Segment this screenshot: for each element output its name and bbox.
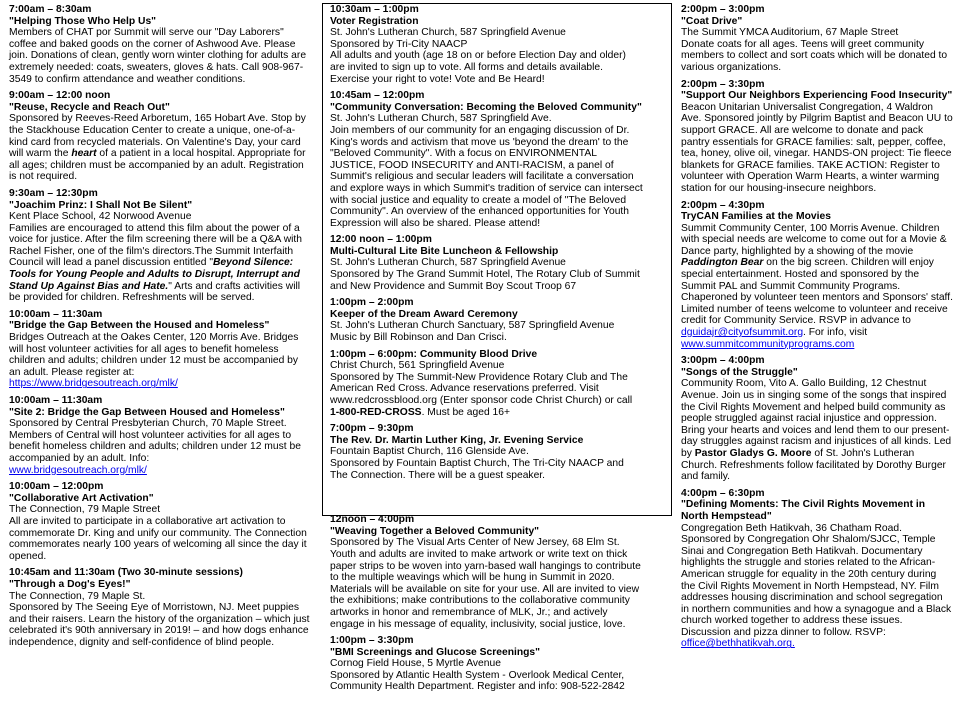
event-time: 9:00am – 12:00 noon <box>9 90 111 102</box>
event-description: The Connection, 79 Maple St. Sponsored by The Seeing Eye of Morristown, NJ. Meet puppies and their raisers. Learn the history of the organization – which just celebrated it's 90th anniversary in 2019! – and how dogs enhance independence, dignity and self-confidence of blind people. <box>9 590 310 648</box>
event-description: St. John's Lutheran Church, 587 Springfield Avenue Sponsored by Tri-City NAACP All adults and youth (age 18 on or before Election Day and older) are invited to sign up to vote. All forms and details available. Exercise your right to vote! Vote and Be Heard! <box>330 27 626 85</box>
event-description: Summit Community Center, 100 Morris Avenue. Children with special needs are welcome to come out for a Movie & Dance party, highlighted by a showing of the movie Paddington Bear on the big screen. Children will enjoy special entertainment. Hosted and sponsored by the Summit PAL and Summit Community Programs. Chaperoned by volunteer teen mentors and Sponsors' staff. Limited number of teens welcome to volunteer and receive credit for Community Service. RSVP in advance to dguidajr@cityofsummit.org. For info, visit www.summitcommunityprograms.com <box>681 222 956 350</box>
event-voter-registration <box>330 4 643 85</box>
event-songs-struggle <box>681 355 953 483</box>
event-title: "Joachim Prinz: I Shall Not Be Silent" <box>9 199 193 211</box>
events-column-morning <box>9 4 310 653</box>
event-description: St. John's Lutheran Church, 587 Springfield Ave. Join members of our community for an engaging discussion of Dr. King's words and activism that move us 'beyond the dream' to the "Beloved Community". With a focus on ENVIRONMENTAL JUSTICE, FOOD INSECURITY and ANTI-RACISM, a panel of Summit's religious and secular leaders will facilitate a conversation and explore ways in which Summit's tradition of service can intersect with social justice and equality to create a model of "The Beloved Community". An overview of the enhanced opportunities for Youth Expression will also be shared. Please attend! <box>330 113 643 229</box>
event-description: St. John's Lutheran Church Sanctuary, 587 Springfield Avenue Music by Bill Robinson and Dan Crisci. <box>330 320 615 344</box>
event-title: "Support Our Neighbors Experiencing Food Insecurity" <box>681 90 953 102</box>
event-time: 7:00pm – 9:30pm <box>330 423 414 435</box>
event-evening-service <box>330 423 643 481</box>
event-luncheon <box>330 234 643 292</box>
event-description: Sponsored by Reeves-Reed Arboretum, 165 Hobart Ave. Stop by the Stackhouse Education Center to create a unique, one-of-a-kind card from recycled materials. On Valentine's Day, your card will warm the heart of a patient in a local hospital. Appropriate for all ages; children must be accompanied by an adult. Registration is not required. <box>9 113 309 183</box>
event-time: 12:00 noon – 1:00pm <box>330 234 432 246</box>
event-dogs-eyes <box>9 567 310 648</box>
event-description: Bridges Outreach at the Oakes Center, 120 Morris Ave. Bridges will host volunteer activities for all ages to benefit homeless children and adults; children under 12 must be accompanied by an adult. Please register at: https://www.bridgesoutreach.org/mlk/ <box>9 332 302 390</box>
event-keeper-award <box>330 297 643 343</box>
event-title: "Site 2: Bridge the Gap Between Housed and Homeless" <box>9 406 285 418</box>
event-title: "Defining Moments: The Civil Rights Movement in North Hempstead" <box>681 499 926 522</box>
event-defining-moments <box>681 488 953 650</box>
event-time: 2:00pm – 3:30pm <box>681 78 765 90</box>
event-bmi-screenings <box>330 635 643 693</box>
event-time: 1:00pm – 6:00pm: Community Blood Drive <box>330 348 538 360</box>
bridges-outreach-link[interactable]: www.bridgesoutreach.org/mlk/ <box>9 464 147 476</box>
event-helping-those <box>9 4 310 85</box>
event-description: Sponsored by Central Presbyterian Church, 70 Maple Street. Members of Central will host volunteer activities for all ages to benefit homeless children and adults; children under 12 must be accompanied by an adult. Info: www.bridgesoutreach.org/mlk/ <box>9 418 304 476</box>
event-title: "Songs of the Struggle" <box>681 366 798 378</box>
rsvp-email-link[interactable]: dguidajr@cityofsummit.org <box>681 327 804 339</box>
event-weaving-together <box>330 514 643 630</box>
events-column-afternoon <box>681 4 956 655</box>
event-bridge-the-gap <box>9 309 310 390</box>
events-column-middle <box>330 4 643 698</box>
event-title: Voter Registration <box>330 15 419 27</box>
event-description: Community Room, Vito A. Gallo Building, 12 Chestnut Avenue. Join us in singing some of the songs that inspired the Civil Rights Movement and helped build community as people struggled against racial injustice and oppression. Bring your hearts and voices and lend them to our present-day struggles against racism and injustices of all kinds. Led by Pastor Gladys G. Moore of St. John's Lutheran Church. Refreshments follow facilitated by Dorothy Burger and family. <box>681 378 955 483</box>
event-time: 1:00pm – 3:30pm <box>330 635 414 647</box>
event-description: Beacon Unitarian Universalist Congregation, 4 Waldron Ave. Sponsored jointly by Pilgrim Baptist and Beacon UU to support GRACE. All are welcome to donate and pack pantry essentials for GRACE families: salt, pepper, coffee, tea, honey, olive oil, vinegar. HANDS-ON project: Tie fleece blankets for GRACE families. TAKE ACTION: Register to volunteer with Operation Warm Hearts, a winter warming station for our housing-insecure neighbors. <box>681 101 956 194</box>
event-time: 2:00pm – 3:00pm <box>681 4 765 15</box>
event-time: 7:00am – 8:30am <box>9 4 92 15</box>
event-time: 10:00am – 11:30am <box>9 308 103 320</box>
event-time: 2:00pm – 4:30pm <box>681 199 765 211</box>
event-description: St. John's Lutheran Church, 587 Springfield Avenue Sponsored by The Grand Summit Hotel, The Rotary Club of Summit and New Providence and Summit Boy Scout Troop 67 <box>330 257 640 292</box>
event-description: Congregation Beth Hatikvah, 36 Chatham Road. Sponsored by Congregation Ohr Shalom/SJCC, Temple Sinai and Congregation Beth Hatikvah. Documentary highlights the struggle and stories related to the African-American struggle for equality in the 20th century during the Civil Rights Movement in North Hempstead, NY. Film addresses housing discrimination and school segregation in northern communities and how a synagogue and a Black church worked together to address these issues. Discussion and pizza dinner to follow. RSVP: office@bethhatikvah.org. <box>681 522 955 650</box>
event-description: The Summit YMCA Auditorium, 67 Maple Street Donate coats for all ages. Teens will greet community members to collect and sort coats which will be donated to various organizations. <box>681 27 948 73</box>
event-coat-drive <box>681 4 953 74</box>
event-time: 3:00pm – 4:00pm <box>681 355 765 367</box>
event-description: Sponsored by The Visual Arts Center of New Jersey, 68 Elm St. Youth and adults are invited to make artwork or write text on thick paper strips to be woven into yarn-based wall hangings to contribute to the multiple weavings which will be hung in Summit in 2020. Materials will be available on site for your use. All are invited to view the exhibitions; make contributions to the collaborative community artworks in honor and remembrance of MLK, Jr.; and actively engage in his message of equality, inclusivity, social justice, love. <box>330 537 644 630</box>
event-description: Kent Place School, 42 Norwood Avenue Families are encouraged to attend this film about the power of a voice for justice. After the film screening there will be a Q&A with Rachel Fisher, one of the film's directors.The Summit Interfaith Council will lead a panel discussion entitled "Beyond Silence: Tools for Young People and Adults to Disrupt, Interrupt and Stand Up Against Bias and Hate." Arts and crafts activities will be provided for children. Refreshments will be served. <box>9 211 303 304</box>
event-site-2-bridge <box>9 395 310 476</box>
event-time: 1:00pm – 2:00pm <box>330 297 414 309</box>
event-title: Keeper of the Dream Award Ceremony <box>330 308 518 320</box>
event-food-insecurity <box>681 78 956 195</box>
event-trycan-movies <box>681 199 956 351</box>
event-title: "Reuse, Recycle and Reach Out" <box>9 101 170 113</box>
event-description: Christ Church, 561 Springfield Avenue Sponsored by The Summit-New Providence Rotary Club and The American Red Cross. Advance reservations preferred. Visit www.redcrossblood.org (Enter sponsor code Christ Church) or call 1-800-RED-CROSS. Must be aged 16+ <box>330 360 633 418</box>
event-title: "Community Conversation: Becoming the Beloved Community" <box>330 101 642 113</box>
event-time: 10:00am – 12:00pm <box>9 481 104 493</box>
event-reuse-recycle <box>9 90 310 183</box>
event-title: "BMI Screenings and Glucose Screenings" <box>330 646 541 658</box>
event-joachim-prinz <box>9 188 310 304</box>
event-collaborative-art <box>9 481 310 562</box>
event-description: Cornog Field House, 5 Myrtle Avenue Sponsored by Atlantic Health System - Overlook Medical Center, Community Health Department. Register and info: 908-522-2842 <box>330 658 625 693</box>
event-title: TryCAN Families at the Movies <box>681 211 831 223</box>
event-title: "Coat Drive" <box>681 15 743 27</box>
event-time: 12noon – 4:00pm <box>330 514 415 526</box>
spacer <box>330 486 643 514</box>
event-time: 9:30am – 12:30pm <box>9 187 98 199</box>
event-time: 10:00am – 11:30am <box>9 395 103 406</box>
community-programs-link[interactable]: www.summitcommunityprograms.com <box>681 338 855 350</box>
rsvp-email-link[interactable]: office@bethhatikvah.org. <box>681 638 795 650</box>
event-title: The Rev. Dr. Martin Luther King, Jr. Evening Service <box>330 434 584 446</box>
event-description: Fountain Baptist Church, 116 Glenside Ave. Sponsored by Fountain Baptist Church, The Tri-City NAACP and The Connection. There will be a guest speaker. <box>330 446 624 481</box>
event-description: Members of CHAT por Summit will serve our "Day Laborers" coffee and baked goods on the corner of Ashwood Ave. Please join. Donations of clean, gently worn winter clothing for adults are extremely needed: coats, sweaters, gloves & hats. Call 908-967-3549 to confirm attendance and weather conditions. <box>9 27 309 85</box>
event-time: 10:45am – 12:00pm <box>330 90 425 102</box>
event-time: 4:00pm – 6:30pm <box>681 487 765 499</box>
event-title: Multi-Cultural Lite Bite Luncheon & Fellowship <box>330 245 559 257</box>
event-description: The Connection, 79 Maple Street All are invited to participate in a collaborative art activation to commemorate Dr. King and unify our community. The Connection commemorates nearly 100 years of welcoming all since the day it opened. <box>9 504 307 562</box>
event-title: "Weaving Together a Beloved Community" <box>330 525 540 537</box>
red-cross-phone: 1-800-RED-CROSS <box>330 406 422 418</box>
event-title: "Through a Dog's Eyes!" <box>9 578 131 590</box>
event-title: "Collaborative Art Activation" <box>9 492 154 504</box>
event-title: "Bridge the Gap Between the Housed and Homeless" <box>9 320 270 332</box>
event-time: 10:45am and 11:30am (Two 30-minute sessions) <box>9 567 243 579</box>
event-time: 10:30am – 1:00pm <box>330 4 419 15</box>
event-title: "Helping Those Who Help Us" <box>9 15 157 27</box>
bridges-outreach-link[interactable]: https://www.bridgesoutreach.org/mlk/ <box>9 378 178 390</box>
event-blood-drive <box>330 349 643 419</box>
event-community-conversation <box>330 90 643 229</box>
